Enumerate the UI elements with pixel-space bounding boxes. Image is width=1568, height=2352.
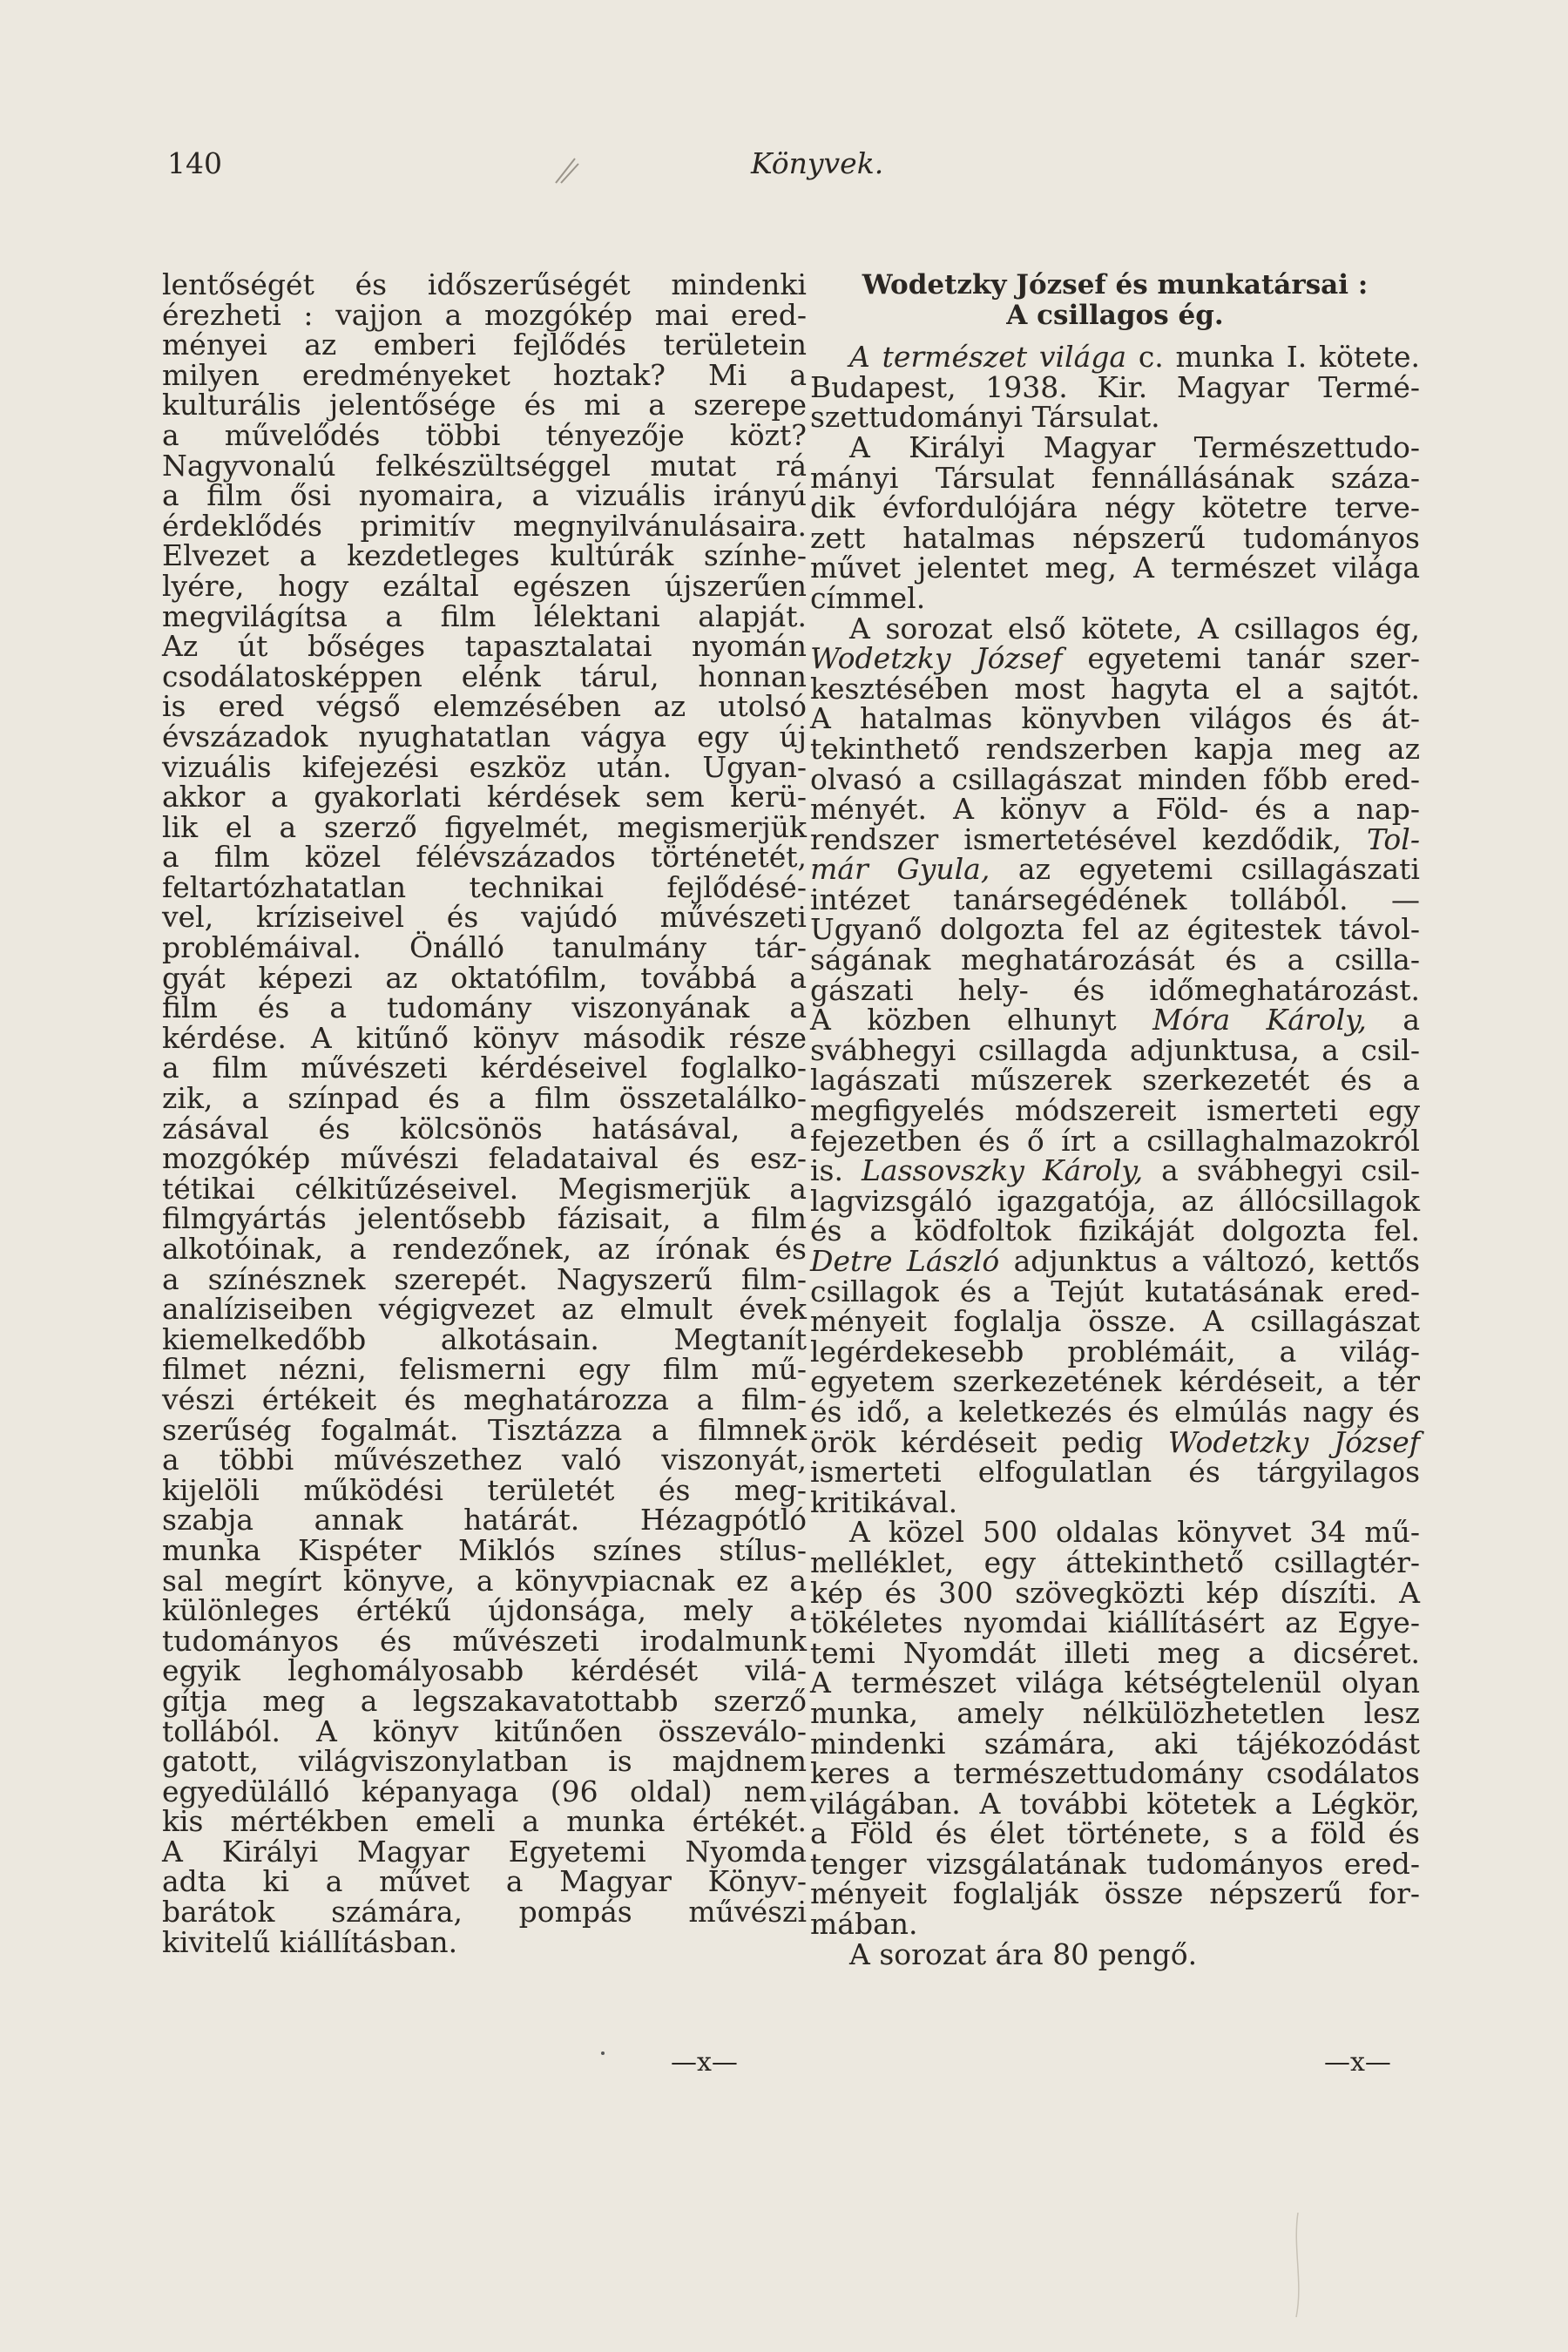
text-line: sal megírt könyve, a könyvpiacnak ez a xyxy=(162,1563,807,1598)
text-line: lagvizsgáló igazgatója, az állócsillagok xyxy=(810,1183,1420,1218)
imprint-line: Budapest, 1938. Kir. Magyar Termé- xyxy=(810,369,1420,404)
text-line: ságának meghatározását és a csilla- xyxy=(810,943,1420,977)
text-line: érezheti : vajjon a mozgókép mai ered- xyxy=(162,297,807,332)
text-line: kesztésében most hagyta el a sajtót. xyxy=(810,671,1420,706)
text-line: fejezetben és ő írt a csillaghalmazokról xyxy=(810,1123,1420,1158)
text-line: munka Kispéter Miklós színes stílus- xyxy=(162,1532,807,1567)
text-line: vizuális kifejezési eszköz után. Ugyan- xyxy=(162,749,807,784)
text-line: zásával és kölcsönös hatásával, a xyxy=(162,1111,807,1146)
text-fragment: a xyxy=(1366,1003,1421,1037)
text-fragment: az egyetemi csillagászati xyxy=(990,852,1420,887)
author-name: Detre László xyxy=(810,1244,1000,1278)
text-line xyxy=(810,1005,1420,1036)
text-line: zett hatalmas népszerű tudományos xyxy=(810,520,1420,555)
section-separator: —x— xyxy=(671,2047,738,2078)
text-line xyxy=(810,641,1420,676)
text-line: filmgyártás jelentősebb fázisait, a film xyxy=(162,1201,807,1236)
text-line: kulturális jelentősége és mi a szerepe xyxy=(162,388,807,422)
imprint-line xyxy=(810,342,1420,373)
text-line: szabja annak határát. Hézagpótló xyxy=(162,1503,807,1538)
text-line: ményét. A könyv a Föld- és a nap- xyxy=(810,792,1420,827)
text-line xyxy=(810,1153,1420,1188)
text-line: tökéletes nyomdai kiállításért az Egye- xyxy=(810,1605,1420,1640)
text-fragment: is. xyxy=(810,1153,862,1188)
series-title: A természet világa xyxy=(849,340,1127,375)
right-column xyxy=(810,270,1420,1970)
text-line: évszázadok nyughatatlan vágya egy új xyxy=(162,719,807,754)
text-line: lagászati műszerek szerkezetét és a xyxy=(810,1063,1420,1098)
text-fragment: A közben elhunyt xyxy=(810,1003,1153,1037)
text-line: kiemelkedőbb alkotásain. Megtanít xyxy=(162,1321,807,1356)
text-fragment: rendszer ismertetésével kezdődik, xyxy=(810,821,1367,856)
text-line: a film ősi nyomaira, a vizuális irányú xyxy=(162,478,807,513)
text-line: milyen eredményeket hoztak? Mi a xyxy=(162,357,807,392)
author-name: Lassovszky Károly, xyxy=(861,1153,1144,1188)
text-line: vészi értékeit és meghatározza a film- xyxy=(162,1382,807,1416)
review-heading-title: A csillagos ég. xyxy=(1006,299,1224,331)
text-fragment: adjunktus a változó, kettős xyxy=(999,1244,1421,1278)
stray-dot xyxy=(601,2051,605,2055)
text-line: kritikával. xyxy=(810,1484,958,1519)
text-line: keres a természettudomány csodálatos xyxy=(810,1756,1420,1791)
text-line: kis mértékben emeli a munka értékét. xyxy=(162,1804,807,1839)
left-column xyxy=(162,267,807,1959)
text-line: lyére, hogy ezáltal egészen újszerűen xyxy=(162,568,807,603)
text-line: tudományos és művészeti irodalmunk xyxy=(162,1623,807,1658)
text-line: egyik leghomályosabb kérdését vilá- xyxy=(162,1653,807,1688)
text-line: vel, kríziseivel és vajúdó művészeti xyxy=(162,900,807,935)
text-line: analíziseiben végigvezet az elmult évek xyxy=(162,1292,807,1327)
text-line: ményeit foglalja össze. A csillagászat xyxy=(810,1304,1420,1339)
text-line: tétikai célkitűzéseivel. Megismerjük a xyxy=(162,1171,807,1206)
text-line: és idő, a keletkezés és elmúlás nagy és xyxy=(810,1394,1420,1429)
author-name: Wodetzky József xyxy=(1167,1424,1420,1459)
text-line: tekinthető rendszerben kapja meg az xyxy=(810,731,1420,766)
text-line: barátok számára, pompás művészi xyxy=(162,1895,807,1930)
text-fragment: örök kérdéseit pedig xyxy=(810,1424,1168,1459)
text-line xyxy=(810,821,1420,856)
text-line: Elvezet a kezdetleges kultúrák színhe- xyxy=(162,538,807,573)
imprint-text: c. munka I. kötete. xyxy=(1126,340,1420,375)
text-line: kijelöli működési területét és meg- xyxy=(162,1472,807,1507)
text-line: ményeit foglalják össze népszerű for- xyxy=(810,1876,1420,1911)
text-line: ményei az emberi fejlődés területein xyxy=(162,328,807,362)
text-line: művet jelentet meg, A természet világa xyxy=(810,551,1420,585)
text-line: a film művészeti kérdéseivel foglalko- xyxy=(162,1051,807,1085)
author-name: Tol- xyxy=(1366,821,1420,856)
text-line: mozgókép művészi feladataival és esz- xyxy=(162,1141,807,1176)
text-line: A sorozat első kötete, A csillagos ég, xyxy=(849,611,1420,645)
pencil-mark-icon xyxy=(549,153,584,188)
running-head: Könyvek. xyxy=(751,146,884,180)
text-line: mányi Társulat fennállásának száza- xyxy=(810,460,1420,495)
text-line: gyát képezi az oktatófilm, továbbá a xyxy=(162,960,807,995)
text-line xyxy=(810,852,1420,887)
text-line xyxy=(810,1424,1420,1459)
text-line: a Föld és élet története, s a föld és xyxy=(810,1816,1420,1851)
text-line: tenger vizsgálatának tudományos ered- xyxy=(810,1846,1420,1881)
text-line: intézet tanársegédének tollából. — xyxy=(810,882,1420,916)
text-line: egyetem szerkezetének kérdéseit, a tér xyxy=(810,1364,1420,1399)
text-line: kérdése. A kitűnő könyv második része xyxy=(162,1020,807,1055)
text-line: csillagok és a Tejút kutatásának ered- xyxy=(810,1274,1420,1308)
text-line: gászati hely- és időmeghatározást. xyxy=(810,972,1420,1007)
text-line: A Királyi Magyar Egyetemi Nyomda xyxy=(162,1834,807,1869)
page-number: 140 xyxy=(167,146,222,180)
text-line: Az út bőséges tapasztalatai nyomán xyxy=(162,629,807,664)
text-line: filmet nézni, felismerni egy film mű- xyxy=(162,1352,807,1387)
review-heading: Wodetzky József és munkatársai : xyxy=(862,269,1369,301)
text-line: feltartózhatatlan technikai fejlődésé- xyxy=(162,869,807,904)
text-line: svábhegyi csillagda adjunktusa, a csil- xyxy=(810,1032,1420,1067)
text-line: adta ki a művet a Magyar Könyv- xyxy=(162,1864,807,1899)
text-line: temi Nyomdát illeti meg a dicséret. xyxy=(810,1635,1420,1670)
text-fragment: egyetemi tanár szer- xyxy=(1062,641,1420,676)
text-line: olvasó a csillagászat minden főbb ered- xyxy=(810,761,1420,796)
text-line: melléklet, egy áttekinthető csillagtér- xyxy=(810,1544,1420,1579)
text-line: akkor a gyakorlati kérdések sem kerü- xyxy=(162,780,807,814)
text-line: lentőségét és időszerűségét mindenki xyxy=(162,267,807,301)
text-line: A Királyi Magyar Természettudo- xyxy=(849,429,1420,464)
text-line: gítja meg a legszakavatottabb szerző xyxy=(162,1683,807,1718)
text-line: Ugyanő dolgozta fel az égitestek távol- xyxy=(810,912,1420,947)
text-line: a művelődés többi tényezője közt? xyxy=(162,417,807,452)
text-line: csodálatosképpen elénk tárul, honnan xyxy=(162,659,807,693)
text-line: a többi művészethez való viszonyát, xyxy=(162,1443,807,1477)
text-line: a színésznek szerepét. Nagyszerű film- xyxy=(162,1261,807,1296)
text-fragment: a svábhegyi csil- xyxy=(1143,1153,1420,1188)
text-line: a film közel félévszázados történetét, xyxy=(162,840,807,875)
text-line: világában. A további kötetek a Légkör, xyxy=(810,1786,1420,1821)
text-line: mában. xyxy=(810,1907,918,1942)
text-line: különleges értékű újdonsága, mely a xyxy=(162,1593,807,1628)
author-name: Wodetzky József xyxy=(810,641,1063,676)
text-line: zik, a színpad és a film összetalálko- xyxy=(162,1081,807,1116)
text-line: szerűség fogalmát. Tisztázza a filmnek xyxy=(162,1412,807,1447)
price-line: A sorozat ára 80 pengő. xyxy=(849,1936,1198,1971)
text-line: ismerteti elfogulatlan és tárgyilagos xyxy=(810,1455,1420,1490)
text-line: dik évfordulójára négy kötetre terve- xyxy=(810,490,1420,525)
text-line: tollából. A könyv kitűnően összeválo- xyxy=(162,1713,807,1748)
text-line: kivitelű kiállításban. xyxy=(162,1924,458,1959)
section-separator: —x— xyxy=(1324,2047,1391,2078)
imprint-line: szettudományi Társulat. xyxy=(810,400,1160,435)
text-line: lik el a szerző figyelmét, megismerjük xyxy=(162,809,807,844)
text-line: film és a tudomány viszonyának a xyxy=(162,990,807,1025)
text-line: kép és 300 szövegközti kép díszíti. A xyxy=(810,1575,1420,1610)
scratch-mark-icon xyxy=(1289,2213,1307,2317)
text-line: Nagyvonalú felkészültséggel mutat rá xyxy=(162,448,807,483)
text-line: mindenki számára, aki tájékozódást xyxy=(810,1726,1420,1761)
text-line: A hatalmas könyvben világos és át- xyxy=(810,701,1420,736)
text-line xyxy=(810,1244,1421,1278)
text-line: egyedülálló képanyaga (96 oldal) nem xyxy=(162,1774,807,1808)
text-line: munka, amely nélkülözhetetlen lesz xyxy=(810,1695,1420,1730)
author-name: Móra Károly, xyxy=(1152,1003,1367,1037)
text-line: megfigyelés módszereit ismerteti egy xyxy=(810,1093,1420,1128)
text-line: címmel. xyxy=(810,580,926,615)
text-line: A természet világa kétségtelenül olyan xyxy=(810,1666,1420,1700)
text-line: legérdekesebb problémáit, a világ- xyxy=(810,1334,1420,1369)
text-line: A közel 500 oldalas könyvet 34 mű- xyxy=(849,1515,1420,1550)
text-line: és a ködfoltok fizikáját dolgozta fel. xyxy=(810,1213,1420,1248)
text-line: alkotóinak, a rendezőnek, az írónak és xyxy=(162,1232,807,1266)
text-line: is ered végső elemzésében az utolsó xyxy=(162,689,807,724)
text-line: gatott, világviszonylatban is majdnem xyxy=(162,1744,807,1779)
text-line: problémáival. Önálló tanulmány tár- xyxy=(162,930,807,965)
author-name: már Gyula, xyxy=(810,852,990,887)
text-line: megvilágítsa a film lélektani alapját. xyxy=(162,598,807,633)
text-line: érdeklődés primitív megnyilvánulásaira. xyxy=(162,508,807,543)
